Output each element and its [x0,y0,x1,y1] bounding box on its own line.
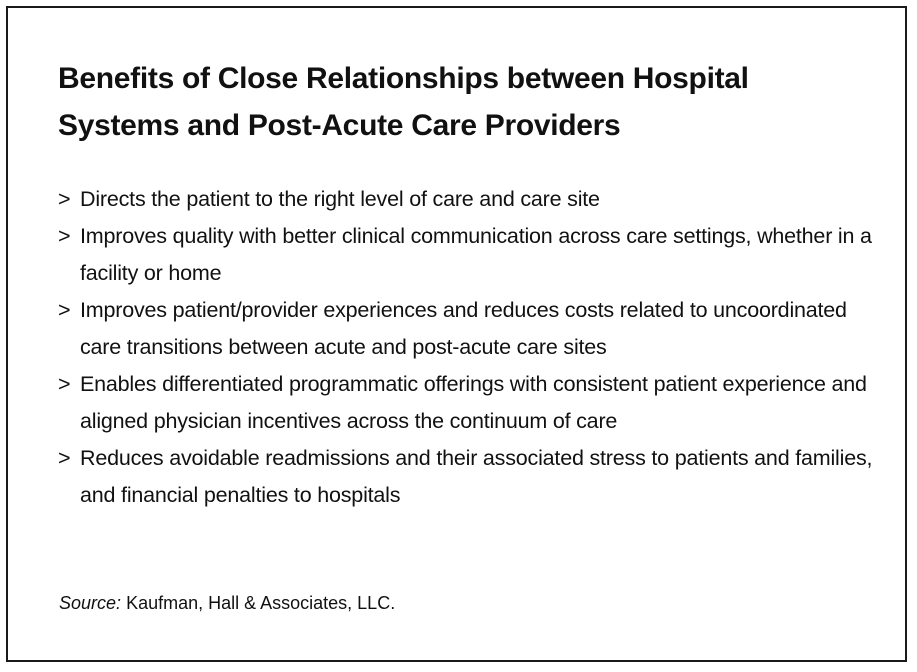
bullet-marker-icon: > [58,298,71,322]
list-item-text: Improves quality with better clinical communication across care settings, whether in a facility or home [80,224,872,285]
list-item [58,440,878,514]
list-item-text: Reduces avoidable readmissions and their associated stress to patients and families, and financial penalties to hospitals [80,446,873,507]
benefits-list [58,181,878,514]
list-item [58,181,878,218]
bullet-marker-icon: > [58,224,71,248]
list-item-text: Enables differentiated programmatic offerings with consistent patient experience and aligned physician incentives across the continuum of care [80,372,867,433]
list-item-text: Directs the patient to the right level of care and care site [80,187,600,211]
source-label: Source: [59,593,122,613]
bullet-marker-icon: > [58,446,71,470]
bullet-marker-icon: > [58,187,71,211]
list-item [58,366,878,440]
figure-title: Benefits of Close Relationships between Hospital Systems and Post-Acute Care Providers [58,62,749,142]
list-item-text: Improves patient/provider experiences and reduces costs related to uncoordinated care transitions between acute and post-acute care sites [80,298,847,359]
list-item [58,218,878,292]
source-note [59,590,395,616]
source-text: Kaufman, Hall & Associates, LLC. [126,593,396,613]
list-item [58,292,878,366]
bullet-marker-icon: > [58,372,71,396]
